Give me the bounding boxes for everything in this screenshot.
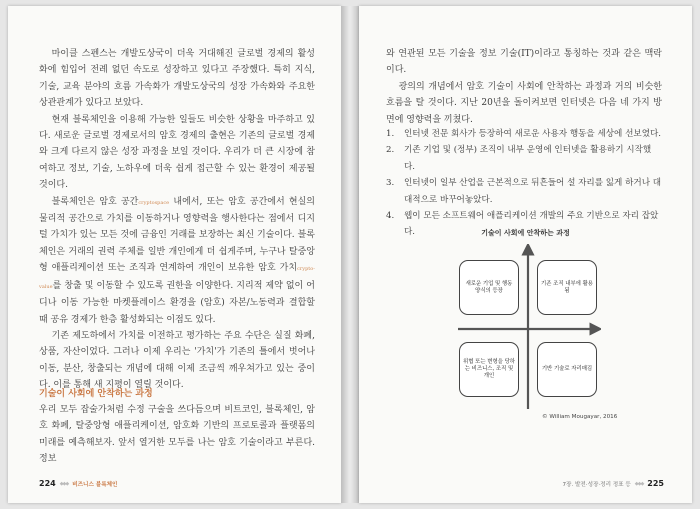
- left-body-text: [39, 46, 315, 394]
- paragraph: 기존 제도하에서 가치를 이전하고 평가하는 주요 수단은 실질 화폐, 상품, 자산이었다. 그러나 이제 우리는 '가치'가 기존의 틀에서 벗어나 이동, 분산, 창출되는 개념에 대해 이제 조금씩 깨우쳐가고 있는 중이다. 이를 통해 새 지평이 열릴 것이다.: [39, 330, 315, 391]
- list-item: [386, 142, 662, 175]
- quadrant-bottom-left: 위협 또는 변형을 당하는 비즈니스, 조직 및 개인: [459, 342, 519, 397]
- figure-credit: © William Mougayar, 2016: [542, 414, 618, 420]
- list-number: 3.: [386, 178, 395, 189]
- section-heading: 기술이 사회에 안착하는 과정: [39, 389, 153, 399]
- left-page: [8, 6, 341, 503]
- list-text: 인터넷이 일부 산업을 근본적으로 뒤흔들어 설 자리를 잃게 하거나 대대적으로 바꾸어놓았다.: [404, 178, 662, 205]
- gloss-cryptospace: cryptospace: [138, 199, 170, 206]
- list-number: 1.: [386, 129, 395, 139]
- list-number: 4.: [386, 211, 395, 222]
- quadrant-diagram: [455, 244, 601, 414]
- right-body-text: [386, 46, 662, 128]
- paragraph: 와 연관된 모든 기술을 정보 기술(IT)이라고 통칭하는 것과 같은 맥락이다.: [386, 49, 662, 76]
- paragraph: 우리 모두 잡술가처럼 수정 구술을 쓰다듬으며 비트코인, 블록체인, 암호 화폐, 탈중앙형 애플리케이션, 암호화 기반의 프로토콜과 플랫폼의 미래를 예측해보자. 앞서 열거한 모두를 나는 암호 기술이라고 부른다. 정보: [39, 405, 315, 465]
- text-run: 블록체인은 암호 공간: [51, 196, 139, 207]
- list-text: 웹이 모든 소프트웨어 애플리케이션 개발의 주요 기반으로 자리 잡았다.: [404, 211, 659, 238]
- left-footer: [39, 479, 117, 488]
- quadrant-top-left: 새로운 기업 및 행동 양식의 등장: [459, 260, 519, 315]
- right-page: [359, 6, 692, 503]
- quadrant-bottom-right: 기반 기술로 자리매김: [537, 342, 597, 397]
- right-footer: [562, 479, 664, 488]
- page-number: 224: [39, 479, 56, 488]
- list-item: [386, 175, 662, 208]
- list-text: 인터넷 전문 회사가 등장하여 새로운 사용자 행동을 세상에 선보였다.: [404, 129, 662, 139]
- list-number: 2.: [386, 145, 395, 156]
- list-text: 기존 기업 및 (정부) 조직이 내부 운영에 인터넷을 활용하기 시작했다.: [404, 145, 652, 172]
- book-spine: [341, 6, 359, 503]
- gloss-crypto-value: crypto-value: [39, 266, 315, 290]
- page-number: 225: [647, 479, 664, 488]
- figure-title: 기술이 사회에 안착하는 과정: [481, 229, 570, 237]
- text-run: 를 창출 및 이동할 수 있도록 권한을 이양한다. 지리적 제약 없이 어디나 이동 가능한 마켓플레이스 환경을 (암호) 자본/노동력과 결합할 때 공유 경제가 한층 활성화되는 이점도 있다.: [39, 280, 315, 325]
- paragraph: 마이클 스펜스는 개발도상국이 더욱 거대해진 글로벌 경제의 활성화에 힘입어 전례 없던 속도로 성장하고 있다고 주장했다. 특히 지식, 기술, 교육 분야의 흐름 가속화가 개발도상국의 성장 가속화와 주요한 상관관계가 있다고 보았다.: [39, 49, 315, 109]
- paragraph: [39, 194, 315, 328]
- paragraph: 현재 블록체인을 이용해 가능한 일들도 비슷한 상황을 마주하고 있다. 새로운 글로벌 경제로서의 암호 경제의 출현은 기존의 글로벌 경제와 크게 다르지 않은 성장 과정을 보일 것이다. 우리가 더 큰 시장에 참여하고 정보, 기술, 노하우에 더욱 쉽게 접근할 수 있는 환경이 제공될 것이다.: [39, 114, 315, 191]
- book-title: 비즈니스 블록체인: [72, 481, 118, 488]
- footer-divider: ◆◆◆: [634, 480, 644, 487]
- quadrant-top-right: 기존 조직 내부에 활용됨: [537, 260, 597, 315]
- left-body-text-2: [39, 402, 315, 468]
- footer-divider: ◆◆◆: [59, 480, 69, 487]
- text-run: 내에서, 또는 암호 공간에서 현실의 물리적 공간으로 가치를 이동하거나 영향력을 행사한다는 점에서 디지털 가치가 있는 모든 것에 금융인 거래를 보장하는 최신 기술이다. 블록체인은 거래의 권력 주체를 일반 개인에게 더 쉽게주며, 누구나 탈중앙형 애플리케이션 또는 조직과 연계하여 개인이 보유한 암호 가치: [39, 196, 316, 274]
- list-item: [386, 126, 662, 142]
- chapter-title: 7장. 발전·성장·정리 정표 등: [562, 481, 631, 488]
- numbered-list: [386, 126, 662, 241]
- paragraph: 광의의 개념에서 암호 기술이 사회에 안착하는 과정과 거의 비슷한 흐름을 탈 것이다. 지난 20년을 돌이켜보면 인터넷은 다음 네 가지 방면에 영향력을 끼쳤다.: [386, 81, 662, 125]
